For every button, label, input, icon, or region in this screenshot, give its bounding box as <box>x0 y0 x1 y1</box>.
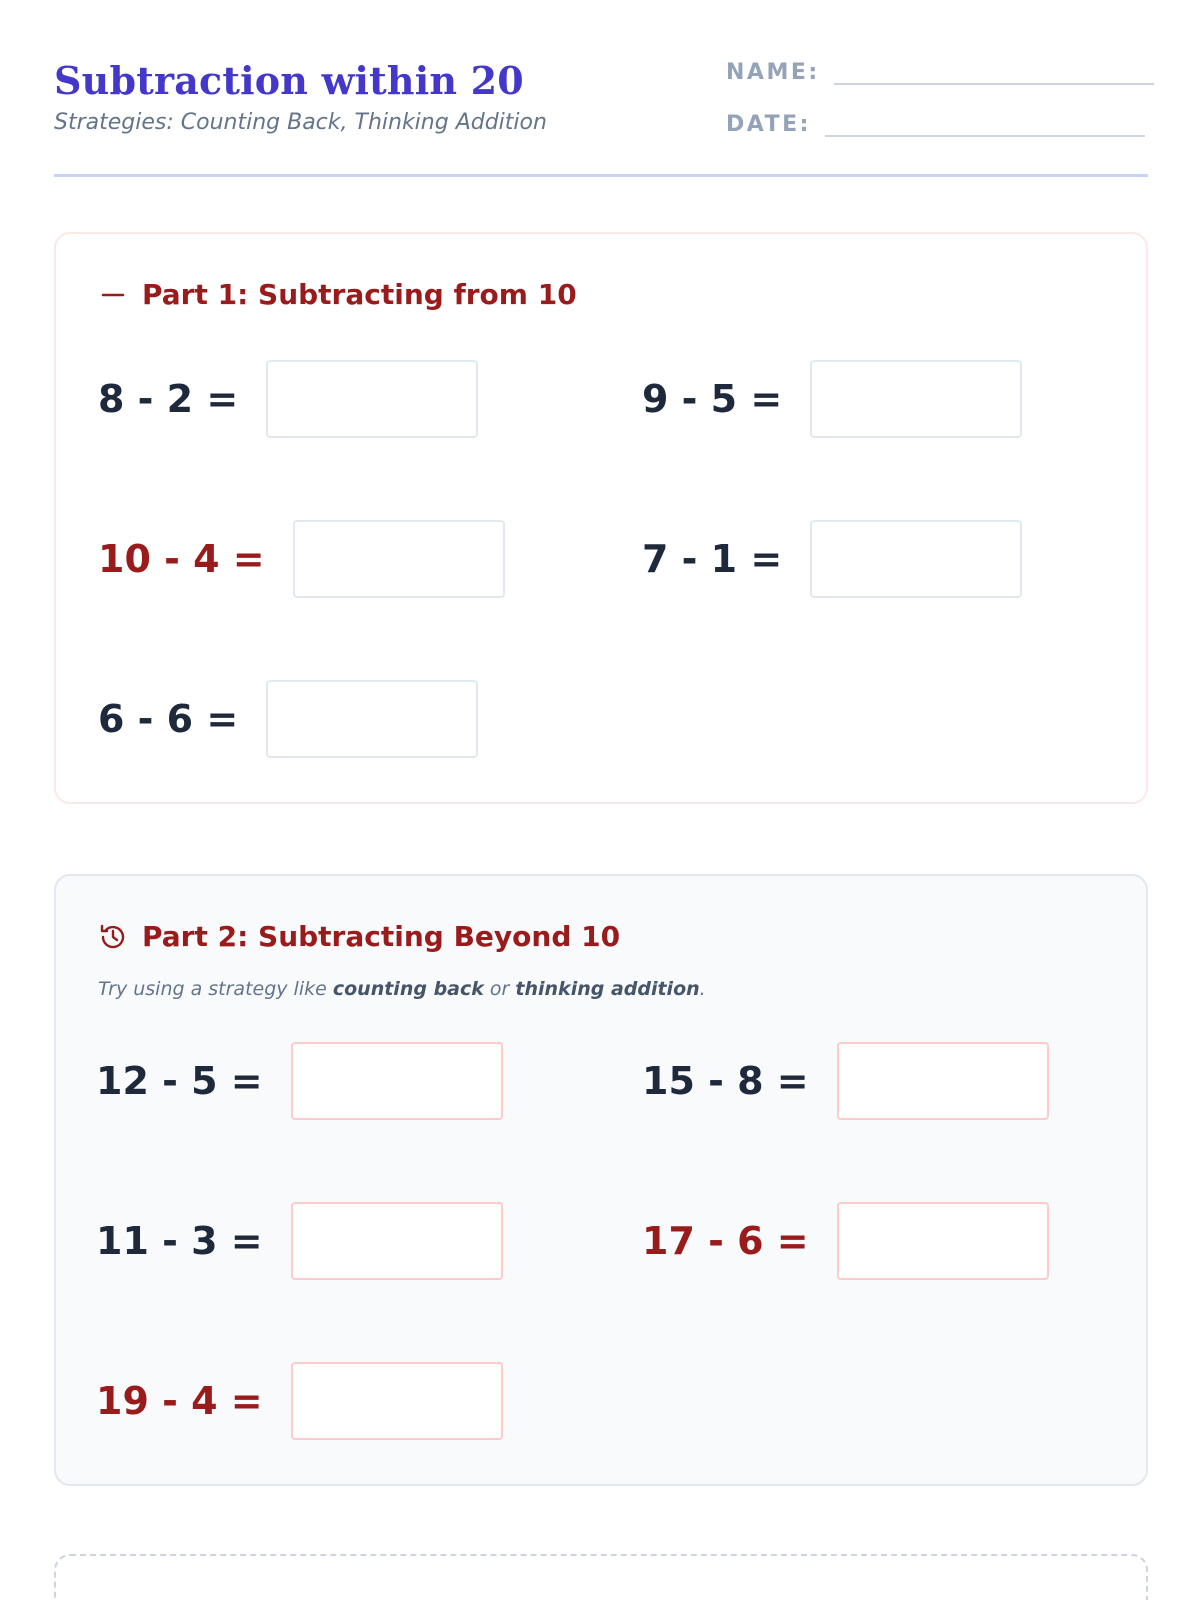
date-field[interactable] <box>825 135 1145 137</box>
date-row <box>726 112 1145 137</box>
problem-row <box>98 680 478 758</box>
problem-expression: 9 - 5 = <box>642 377 783 421</box>
problem-row <box>98 520 505 598</box>
date-label: DATE: <box>726 112 811 137</box>
page-title: Subtraction within 20 <box>54 58 524 103</box>
problem-expression: 6 - 6 = <box>98 697 239 741</box>
problem-expression: 7 - 1 = <box>642 537 783 581</box>
problem-row <box>96 1202 503 1280</box>
hint-text: Try using a strategy like <box>98 978 333 1000</box>
hint-text: or <box>483 978 516 1000</box>
answer-box[interactable] <box>837 1202 1049 1280</box>
problem-expression: 19 - 4 = <box>96 1379 263 1423</box>
answer-box[interactable] <box>266 360 478 438</box>
problem-row <box>96 1042 503 1120</box>
answer-box[interactable] <box>291 1362 503 1440</box>
header-divider <box>54 174 1148 177</box>
part2-title: Part 2: Subtracting Beyond 10 <box>142 920 621 953</box>
problem-row <box>642 520 1022 598</box>
name-row <box>726 60 1154 85</box>
problem-row <box>642 1202 1049 1280</box>
answer-box[interactable] <box>810 360 1022 438</box>
part1-section <box>54 232 1148 804</box>
problem-expression: 10 - 4 = <box>98 537 265 581</box>
hint-strategy-thinking-addition: thinking addition <box>515 978 700 1000</box>
strategy-hint <box>98 978 706 1000</box>
problem-row <box>98 360 478 438</box>
part1-heading <box>98 278 577 311</box>
answer-box[interactable] <box>291 1202 503 1280</box>
problem-row <box>642 1042 1049 1120</box>
hint-text: . <box>699 978 706 1000</box>
name-label: NAME: <box>726 60 820 85</box>
minus-icon <box>98 280 128 310</box>
history-icon <box>98 922 128 952</box>
answer-box[interactable] <box>293 520 505 598</box>
part1-title: Part 1: Subtracting from 10 <box>142 278 577 311</box>
hint-strategy-counting-back: counting back <box>332 978 484 1000</box>
part2-heading <box>98 920 620 953</box>
problem-expression: 17 - 6 = <box>642 1219 809 1263</box>
answer-box[interactable] <box>291 1042 503 1120</box>
answer-box[interactable] <box>810 520 1022 598</box>
page-subtitle: Strategies: Counting Back, Thinking Addition <box>54 110 547 135</box>
worksheet-header <box>54 54 1148 178</box>
problem-row <box>642 360 1022 438</box>
problem-expression: 12 - 5 = <box>96 1059 263 1103</box>
problem-expression: 11 - 3 = <box>96 1219 263 1263</box>
problem-expression: 15 - 8 = <box>642 1059 809 1103</box>
answer-box[interactable] <box>266 680 478 758</box>
problem-expression: 8 - 2 = <box>98 377 239 421</box>
name-field[interactable] <box>834 83 1154 85</box>
problem-row <box>96 1362 503 1440</box>
part3-section <box>54 1554 1148 1600</box>
part2-section <box>54 874 1148 1486</box>
answer-box[interactable] <box>837 1042 1049 1120</box>
